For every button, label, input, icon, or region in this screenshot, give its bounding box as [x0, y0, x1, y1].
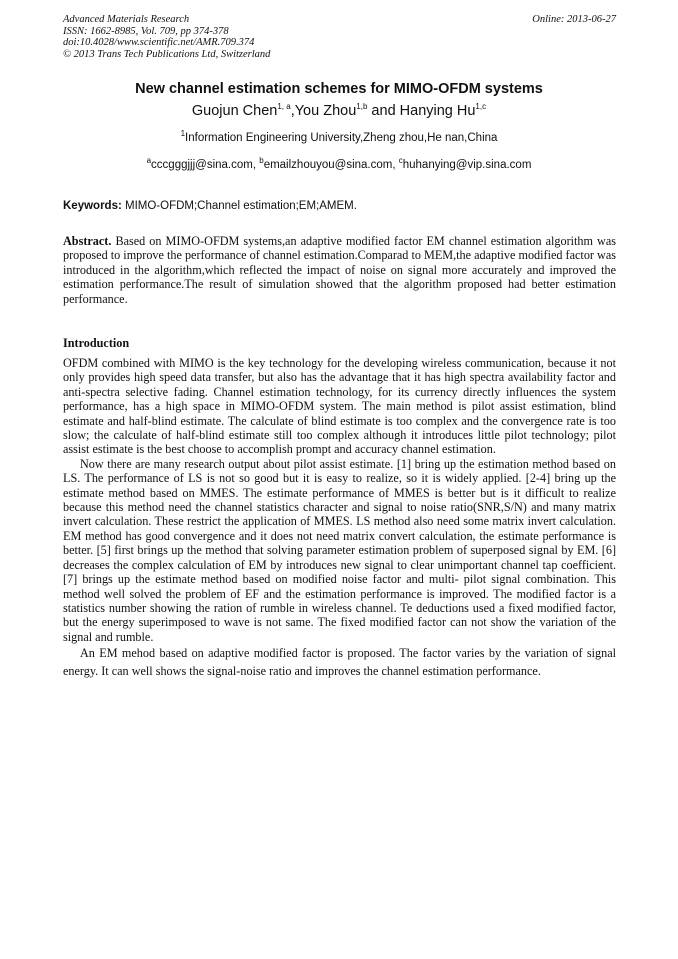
author-emails: [0, 156, 678, 171]
paragraph: Now there are many research output about pilot assist estimate. [1] bring up the estimation method based on LS. The performance of LS is not so good but it is easy to realize, so it is widely applied. [2-4] bring up the estimate method based on MMES. The estimate performance of MMES is better but is it difficult to realize because this method need the channel statistics character and signal to noise ratio(SNR,S/N) and many matrix invert calculation. These restrict the application of MMES. LS method also need some matrix invert calculation. EM method has good convergence and it does not need matrix convert calculation, the estimate performance is better. [5] first brings up the method that solving parameter estimation problem of superposed signal by EM. [6] decreases the complex calculation of EM by introduces new signal to clear unimportant channel tap coefficient. [7] brings up the estimate method based on modified noise factor and multi- pilot signal combination. This method well solved the problem of EF and the estimation performance is improved. The modified factor is a statistics number showing the ration of rumble in wireless channel. Te deductions used a fixed modified factor, but the energy superimposed to wave is not same. The fixed modified factor can not show the variation of the signal and rumble.: [63, 456, 616, 644]
author-list: [0, 103, 678, 119]
author-affil-mark: 1,c: [475, 102, 487, 112]
author-name: Guojun Chen: [191, 103, 278, 119]
email-mark: a: [146, 156, 152, 166]
online-date: Online: 2013-06-27: [532, 14, 616, 25]
paragraph: OFDM combined with MIMO is the key technology for the developing wireless communication, because it not only provides high speed data transfer, but also has the advantage that it has high spectra availability factor and anti-spectra selective fading. Channel estimation technology, for its currency directly influences the system performance, has a high space in MIMO-OFDM system. The main method is pilot assist estimation, blind estimate and half-blind estimate. The calculate of blind estimate is too complex and the convergence rate is too slow; the calculate of half-blind estimate still too complex although it introduces little pilot technology; pilot assist estimate is the best choose to accomplish prompt and accuracy channel estimation.: [63, 356, 616, 457]
journal-header: [63, 14, 616, 60]
author-affil-mark: 1,b: [356, 102, 368, 112]
author-name: You Zhou: [294, 103, 357, 119]
journal-doi: doi:10.4028/www.scientific.net/AMR.709.374: [63, 37, 255, 48]
author-separator: and: [367, 103, 400, 119]
affiliation-text: Information Engineering University,Zheng zhou,He nan,China: [185, 132, 498, 144]
keywords-label: Keywords:: [63, 200, 122, 212]
author-separator: ,: [290, 103, 295, 119]
email-mark: c: [398, 156, 403, 166]
introduction-body: [63, 356, 616, 680]
email-address: emailzhouyou@sina.com,: [263, 159, 399, 171]
journal-issn: ISSN: 1662-8985, Vol. 709, pp 374-378: [63, 25, 229, 37]
email-address: cccgggjjj@sina.com,: [151, 159, 260, 171]
author-name: Hanying Hu: [399, 103, 476, 119]
author-affil-mark: 1, a: [277, 102, 291, 112]
email-mark: b: [259, 156, 264, 166]
keywords: [63, 200, 616, 212]
abstract: [63, 234, 616, 306]
copyright-line: © 2013 Trans Tech Publications Ltd, Switzerland: [63, 48, 271, 60]
journal-name: Advanced Materials Research: [63, 14, 190, 25]
keywords-text: MIMO-OFDM;Channel estimation;EM;AMEM.: [121, 200, 357, 212]
abstract-text: Based on MIMO-OFDM systems,an adaptive modified factor EM channel estimation algorithm was proposed to improve the performance of channel estimation.Comparad to MEM,the adaptive modified factor was introduced in the algorithm,which reflected the impact of noise on signal more accurately and improved the estimation performance.The result of simulation showed that the algorithm proposed had better estimation performance.: [63, 234, 616, 306]
section-heading-introduction: Introduction: [63, 336, 130, 350]
paragraph: An EM mehod based on adaptive modified factor is proposed. The factor varies by the variation of signal energy. It can well shows the signal-noise ratio and improves the channel estimation performance.: [63, 646, 616, 678]
affiliation: [0, 129, 678, 144]
email-address: huhanying@vip.sina.com: [402, 159, 532, 171]
affiliation-mark: 1: [180, 129, 186, 139]
abstract-label: Abstract.: [63, 234, 112, 248]
paper-title: New channel estimation schemes for MIMO-OFDM systems: [135, 81, 543, 97]
